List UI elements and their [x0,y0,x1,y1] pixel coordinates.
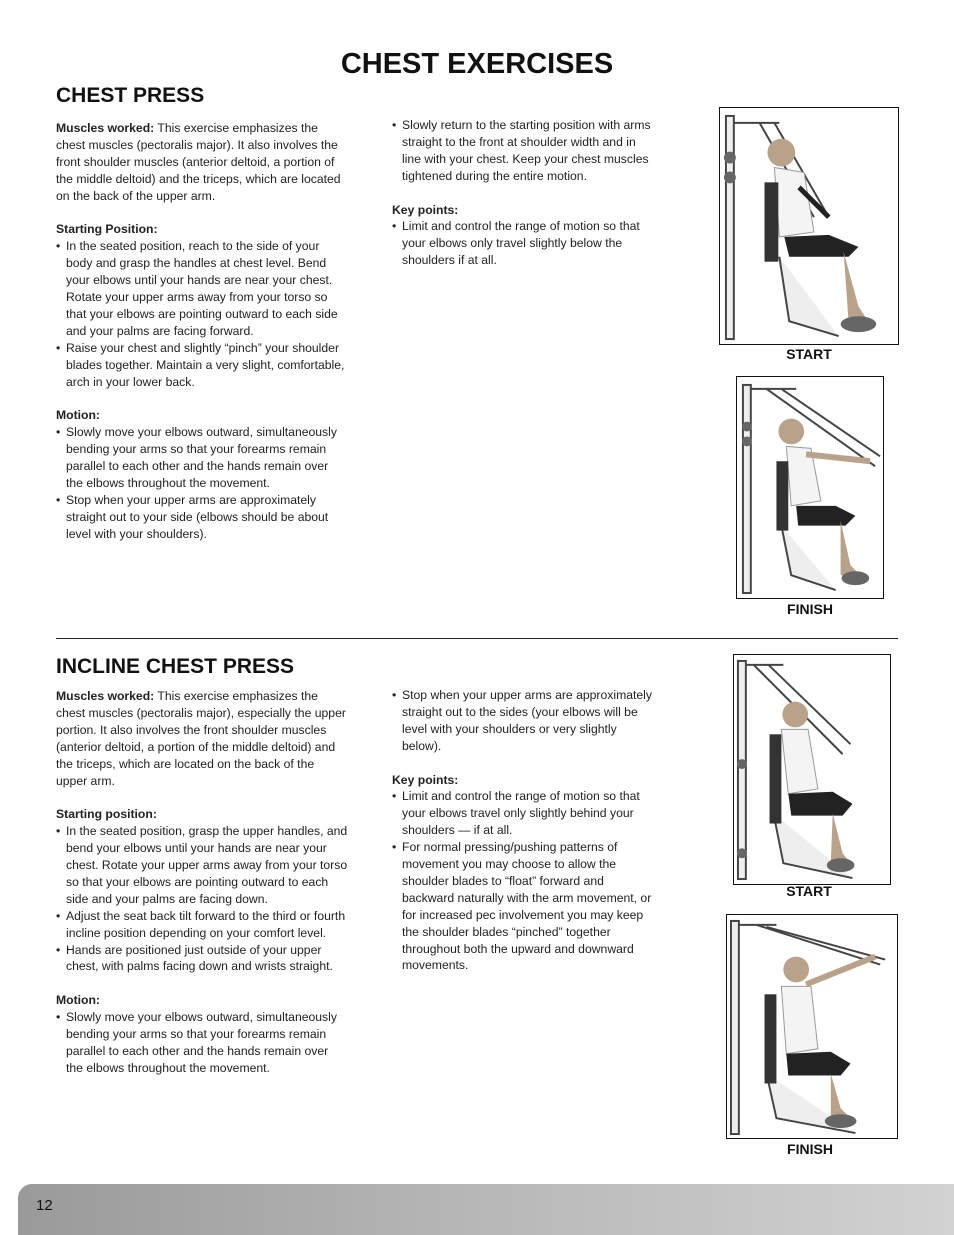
chest-press-finish-photo [736,376,884,599]
chest-press-start-photo [719,107,899,345]
muscles-paragraph [56,688,348,789]
list-item: • In the seated position, reach to the side of your body and grasp the handles at chest level. Bend your elbows until your hands are near your chest. Rotate your upper arms away from your torso so that your elbows are pointing outward to each side and your palms are facing forward. [56,238,346,339]
list-item: • Raise your chest and slightly “pinch” your shoulder blades together. Maintain a very slight, comfortable, arch in your lower back. [56,340,346,391]
muscles-paragraph [56,120,346,205]
list-item: • Limit and control the range of motion so that your elbows travel only slightly behind your shoulders — if at all. [392,788,658,839]
key-points-list [392,788,658,974]
finish-caption: FINISH [787,1141,833,1157]
page-title: CHEST EXERCISES [340,48,614,80]
muscles-label: Muscles worked: [56,121,155,135]
muscles-text: This exercise emphasizes the chest muscles (pectoralis major), especially the upper portion. It also involves the front shoulder muscles (anterior deltoid, a portion of the middle deltoid) and the triceps, which are located on the back of the upper arm. [56,689,346,788]
starting-list [56,238,346,390]
list-item: • For normal pressing/pushing patterns of movement you may choose to allow the shoulder blades to “float” forward and backward naturally with the arm movement, or for increased pec involvement you may keep the shoulder blades “pinched” together throughout both the upward and downward movements. [392,839,658,974]
page-number: 12 [36,1197,53,1214]
incline-press-finish-photo [726,914,898,1139]
motion-list-cont [392,687,658,755]
list-item: • Slowly move your elbows outward, simultaneously bending your arms so that your forearms remain parallel to each other and the hands remain over the elbows throughout the movement. [56,424,346,492]
motion-list [56,1009,348,1077]
list-item: • Stop when your upper arms are approximately straight out to the sides (your elbows will be level with your shoulders or very slightly below). [392,687,658,755]
page-footer [18,1184,954,1235]
incline-press-title: INCLINE CHEST PRESS [56,655,295,678]
list-item: • In the seated position, grasp the upper handles, and bend your elbows until your hands are near your chest. Rotate your upper arms away from your torso so that your elbows are pointing outward to each side and your palms are facing down. [56,823,348,908]
finish-caption: FINISH [787,601,833,617]
chest-press-col2 [392,117,654,269]
incline-press-start-photo [733,654,891,885]
list-item: • Stop when your upper arms are approximately straight out to your side (elbows should be about level with your shoulders). [56,492,346,543]
list-item: • Slowly move your elbows outward, simultaneously bending your arms so that your forearms remain parallel to each other and the hands remain over the elbows throughout the movement. [56,1009,348,1077]
muscles-label: Muscles worked: [56,689,155,703]
list-item: • Limit and control the range of motion so that your elbows only travel slightly below the shoulders if at all. [392,218,654,269]
key-points-list [392,218,654,269]
list-item: • Slowly return to the starting position with arms straight to the front at shoulder width and in line with your chest. Keep your chest muscles tightened during the entire motion. [392,117,654,185]
key-points-label: Key points: [392,202,459,217]
chest-press-title: CHEST PRESS [56,84,205,107]
start-caption: START [786,346,832,362]
list-item: • Hands are positioned just outside of your upper chest, with palms facing down and wrists straight. [56,942,348,976]
starting-label: Starting Position: [56,222,158,237]
motion-label: Motion: [56,408,100,423]
incline-press-col2 [392,687,658,974]
motion-label: Motion: [56,993,100,1008]
key-points-label: Key points: [392,772,459,787]
starting-label: Starting position: [56,807,157,822]
motion-list-cont [392,117,654,185]
start-caption: START [786,883,832,899]
chest-press-col1 [56,120,346,543]
starting-list [56,823,348,975]
motion-list [56,424,346,542]
section-divider [56,638,898,639]
incline-press-col1 [56,688,348,1077]
list-item: • Adjust the seat back tilt forward to the third or fourth incline position depending on your comfort level. [56,908,348,942]
muscles-text: This exercise emphasizes the chest muscles (pectoralis major). It also involves the front shoulder muscles (anterior deltoid, a portion of the middle deltoid) and the triceps, which are located on the back of the upper arm. [56,121,341,203]
